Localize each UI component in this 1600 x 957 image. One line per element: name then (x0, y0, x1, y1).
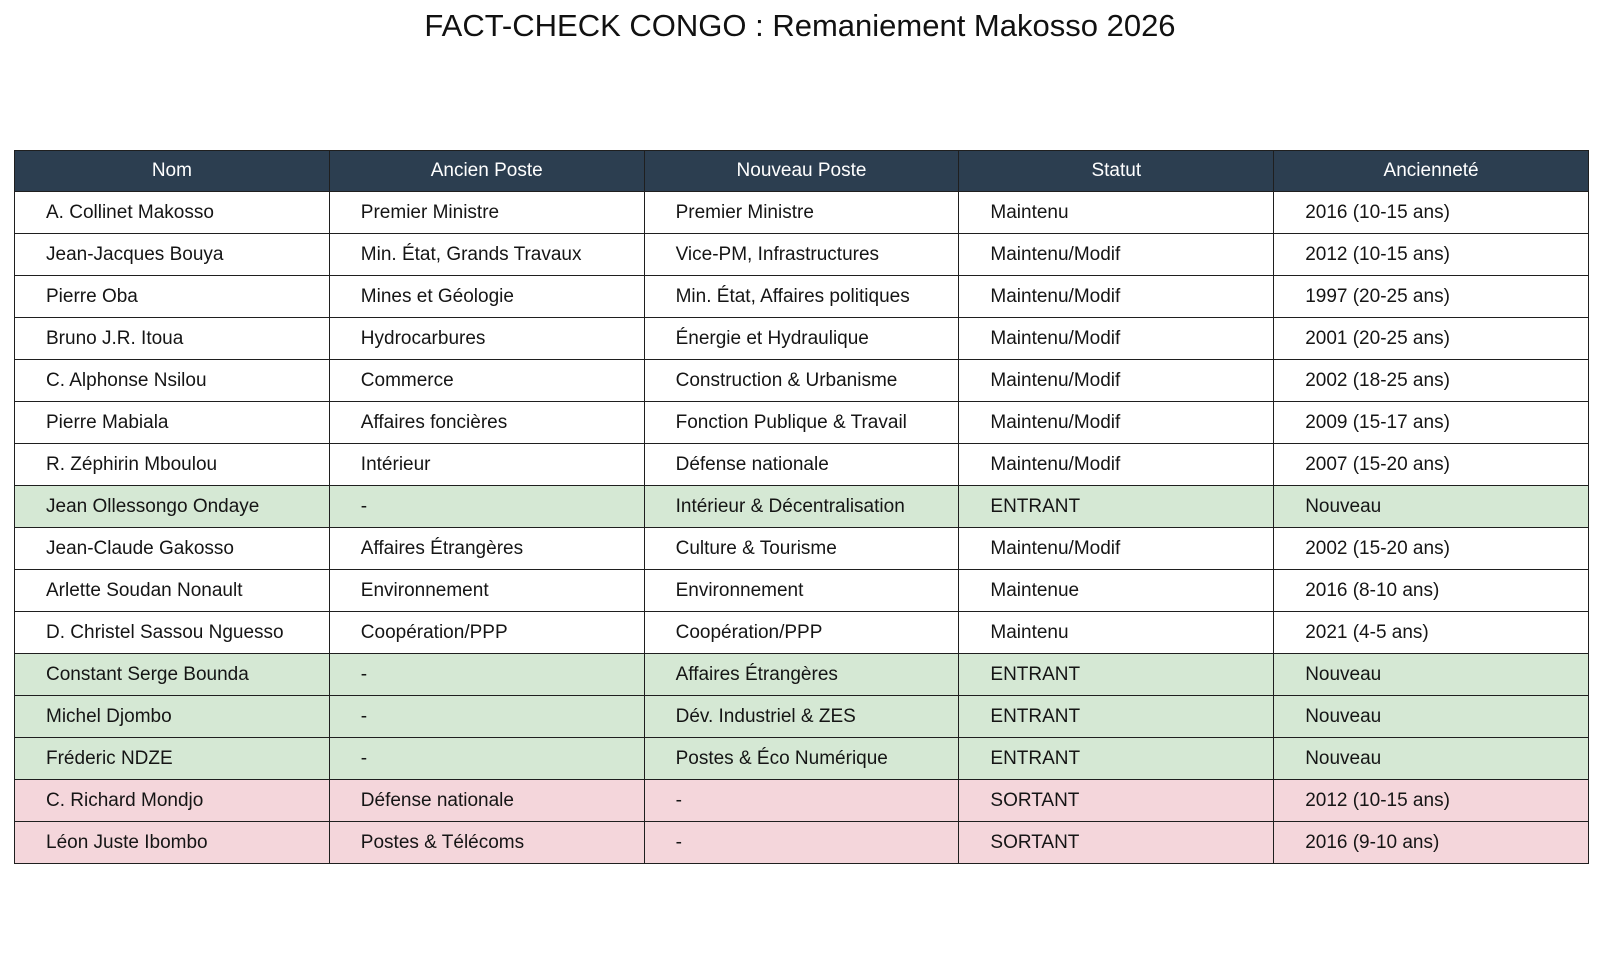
table-body (15, 192, 1589, 864)
cell-statut: Maintenu/Modif (959, 234, 1274, 276)
cell-ancien-poste: Intérieur (329, 444, 644, 486)
cell-statut: Maintenu/Modif (959, 318, 1274, 360)
page-title: FACT-CHECK CONGO : Remaniement Makosso 2026 (424, 8, 1176, 43)
cell-nouveau-poste: Affaires Étrangères (644, 654, 959, 696)
cell-nouveau-poste: Min. État, Affaires politiques (644, 276, 959, 318)
cell-anciennete: 1997 (20-25 ans) (1274, 276, 1589, 318)
cell-ancien-poste: Affaires Étrangères (329, 528, 644, 570)
cell-anciennete: 2016 (9-10 ans) (1274, 822, 1589, 864)
cell-statut: Maintenu/Modif (959, 444, 1274, 486)
cell-nom: Pierre Mabiala (15, 402, 330, 444)
cell-statut: SORTANT (959, 780, 1274, 822)
cell-ancien-poste: - (329, 654, 644, 696)
cell-anciennete: 2016 (10-15 ans) (1274, 192, 1589, 234)
table-row (15, 654, 1589, 696)
cell-nouveau-poste: Environnement (644, 570, 959, 612)
cell-nouveau-poste: Fonction Publique & Travail (644, 402, 959, 444)
cell-statut: Maintenu/Modif (959, 276, 1274, 318)
cell-ancien-poste: Premier Ministre (329, 192, 644, 234)
cell-statut: Maintenu/Modif (959, 528, 1274, 570)
cell-nom: Michel Djombo (15, 696, 330, 738)
cell-statut: Maintenu (959, 612, 1274, 654)
table-row (15, 612, 1589, 654)
cell-nom: Constant Serge Bounda (15, 654, 330, 696)
cell-statut: SORTANT (959, 822, 1274, 864)
cell-nouveau-poste: Postes & Éco Numérique (644, 738, 959, 780)
cell-ancien-poste: Postes & Télécoms (329, 822, 644, 864)
cell-nouveau-poste: Énergie et Hydraulique (644, 318, 959, 360)
cell-nouveau-poste: Vice-PM, Infrastructures (644, 234, 959, 276)
cell-statut: Maintenu/Modif (959, 360, 1274, 402)
cell-nom: R. Zéphirin Mboulou (15, 444, 330, 486)
cell-anciennete: Nouveau (1274, 738, 1589, 780)
table-row (15, 486, 1589, 528)
cell-ancien-poste: Min. État, Grands Travaux (329, 234, 644, 276)
table-row (15, 234, 1589, 276)
cell-anciennete: 2009 (15-17 ans) (1274, 402, 1589, 444)
cell-nouveau-poste: Intérieur & Décentralisation (644, 486, 959, 528)
table-row (15, 444, 1589, 486)
cell-nouveau-poste: Construction & Urbanisme (644, 360, 959, 402)
cell-statut: ENTRANT (959, 696, 1274, 738)
table-row (15, 696, 1589, 738)
cell-anciennete: Nouveau (1274, 654, 1589, 696)
table-row (15, 318, 1589, 360)
cell-ancien-poste: - (329, 696, 644, 738)
cell-statut: Maintenue (959, 570, 1274, 612)
cell-anciennete: 2001 (20-25 ans) (1274, 318, 1589, 360)
cell-ancien-poste: Affaires foncières (329, 402, 644, 444)
column-header-ancien-poste: Ancien Poste (329, 151, 644, 192)
cell-statut: Maintenu/Modif (959, 402, 1274, 444)
cell-nouveau-poste: Défense nationale (644, 444, 959, 486)
cell-nom: Bruno J.R. Itoua (15, 318, 330, 360)
cell-anciennete: 2021 (4-5 ans) (1274, 612, 1589, 654)
cell-nom: Fréderic NDZE (15, 738, 330, 780)
cell-anciennete: Nouveau (1274, 696, 1589, 738)
cell-anciennete: 2012 (10-15 ans) (1274, 234, 1589, 276)
table-row (15, 570, 1589, 612)
cell-anciennete: 2016 (8-10 ans) (1274, 570, 1589, 612)
cell-nom: C. Richard Mondjo (15, 780, 330, 822)
cell-nouveau-poste: Dév. Industriel & ZES (644, 696, 959, 738)
cell-anciennete: Nouveau (1274, 486, 1589, 528)
cell-ancien-poste: Commerce (329, 360, 644, 402)
cell-nom: Léon Juste Ibombo (15, 822, 330, 864)
column-header-nom: Nom (15, 151, 330, 192)
cell-nom: D. Christel Sassou Nguesso (15, 612, 330, 654)
cell-ancien-poste: Coopération/PPP (329, 612, 644, 654)
column-header-nouveau-poste: Nouveau Poste (644, 151, 959, 192)
table-row (15, 360, 1589, 402)
cell-anciennete: 2007 (15-20 ans) (1274, 444, 1589, 486)
cell-anciennete: 2002 (15-20 ans) (1274, 528, 1589, 570)
table-row (15, 780, 1589, 822)
cell-nom: Jean Ollessongo Ondaye (15, 486, 330, 528)
table-row (15, 738, 1589, 780)
cell-nom: C. Alphonse Nsilou (15, 360, 330, 402)
cell-nom: Jean-Jacques Bouya (15, 234, 330, 276)
cell-statut: ENTRANT (959, 486, 1274, 528)
cell-nom: Arlette Soudan Nonault (15, 570, 330, 612)
table-row (15, 276, 1589, 318)
cell-nouveau-poste: Premier Ministre (644, 192, 959, 234)
cell-anciennete: 2012 (10-15 ans) (1274, 780, 1589, 822)
cell-nouveau-poste: - (644, 780, 959, 822)
cell-statut: ENTRANT (959, 654, 1274, 696)
table-row (15, 402, 1589, 444)
column-header-statut: Statut (959, 151, 1274, 192)
table-row (15, 822, 1589, 864)
table-header-row (15, 151, 1589, 192)
column-header-anciennete: Ancienneté (1274, 151, 1589, 192)
cell-ancien-poste: Mines et Géologie (329, 276, 644, 318)
cell-nouveau-poste: - (644, 822, 959, 864)
cell-nom: A. Collinet Makosso (15, 192, 330, 234)
remaniement-table (14, 150, 1589, 864)
cell-ancien-poste: - (329, 486, 644, 528)
cell-nom: Pierre Oba (15, 276, 330, 318)
cell-anciennete: 2002 (18-25 ans) (1274, 360, 1589, 402)
cell-statut: ENTRANT (959, 738, 1274, 780)
cell-nouveau-poste: Coopération/PPP (644, 612, 959, 654)
cell-statut: Maintenu (959, 192, 1274, 234)
table-row (15, 192, 1589, 234)
cell-ancien-poste: Hydrocarbures (329, 318, 644, 360)
cell-nouveau-poste: Culture & Tourisme (644, 528, 959, 570)
cell-ancien-poste: - (329, 738, 644, 780)
table-row (15, 528, 1589, 570)
cell-nom: Jean-Claude Gakosso (15, 528, 330, 570)
cell-ancien-poste: Environnement (329, 570, 644, 612)
cell-ancien-poste: Défense nationale (329, 780, 644, 822)
